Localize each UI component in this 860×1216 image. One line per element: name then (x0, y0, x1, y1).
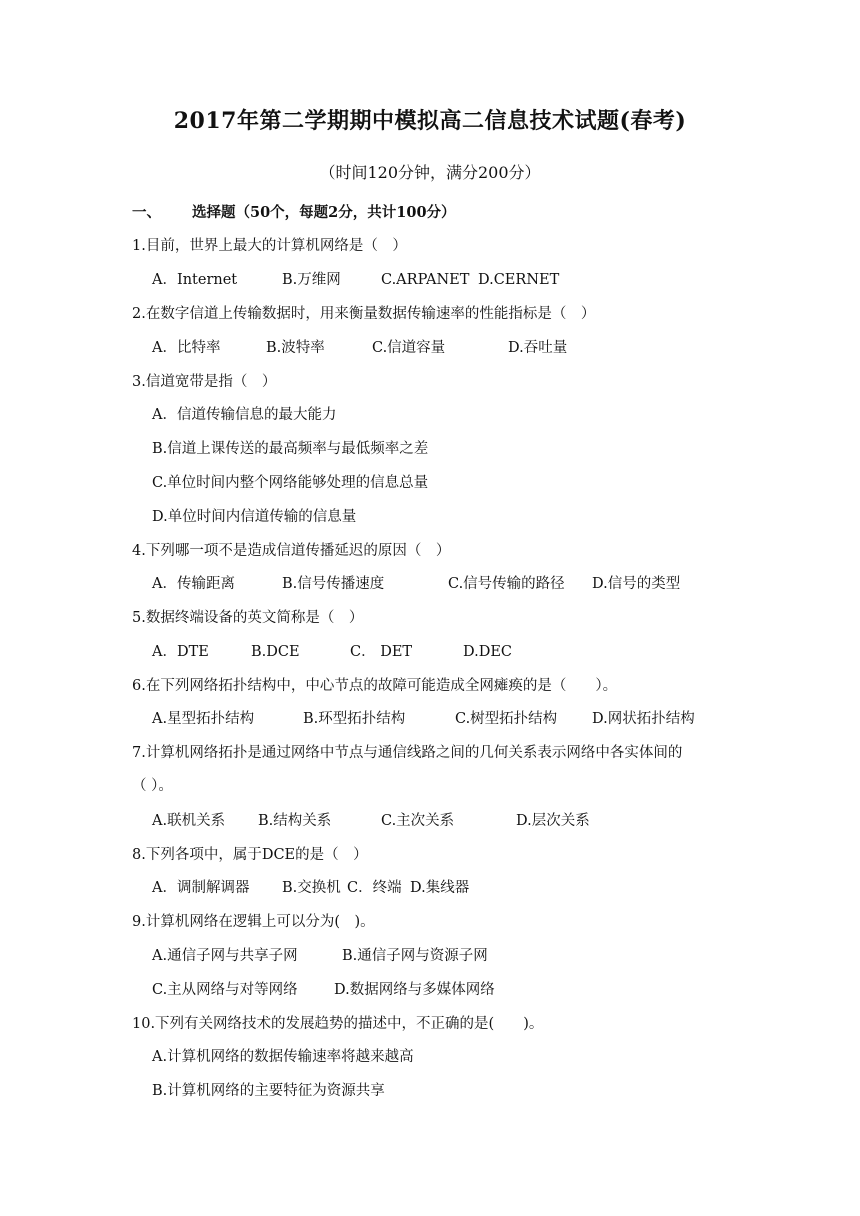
q5-option-d: D.DEC (463, 644, 513, 660)
q9-option-c: C.主从网络与对等网络 (152, 982, 298, 998)
q1-option-a: A．Internet (152, 272, 238, 288)
section-heading (132, 203, 456, 223)
q5-option-b: B.DCE (251, 644, 300, 660)
q5-option-c: C． DET (350, 644, 413, 660)
q7-option-a: A.联机关系 (152, 813, 226, 829)
question-5: 5.数据终端设备的英文简称是（ ） (132, 610, 364, 626)
q9-option-a: A.通信子网与共享子网 (152, 948, 298, 964)
q2-option-a: A．比特率 (152, 340, 221, 356)
q9-option-d: D.数据网络与多媒体网络 (334, 982, 495, 998)
q8-option-c: C．终端 (347, 880, 402, 896)
q2-option-c: C.信道容量 (372, 340, 446, 356)
q10-option-b: B.计算机网络的主要特征为资源共享 (152, 1083, 385, 1099)
q6-option-a: A.星型拓扑结构 (152, 711, 255, 727)
q8-option-a: A．调制解调器 (152, 880, 250, 896)
q3-option-d: D.单位时间内信道传输的信息量 (152, 509, 357, 525)
question-7-continued: （ ）。 (132, 778, 173, 794)
q6-option-d: D.网状拓扑结构 (592, 711, 695, 727)
section-label: 选择题（50个，每题2分，共计100分） (192, 204, 456, 221)
question-7: 7.计算机网络拓扑是通过网络中节点与通信线路之间的几何关系表示网络中各实体间的 (132, 745, 683, 761)
q7-option-d: D.层次关系 (516, 813, 590, 829)
question-8: 8.下列各项中，属于DCE的是（ ） (132, 847, 368, 863)
page-title: 2017年第二学期期中模拟高二信息技术试题(春考) (173, 108, 687, 134)
q2-option-b: B.波特率 (266, 340, 325, 356)
question-2: 2.在数字信道上传输数据时，用来衡量数据传输速率的性能指标是（ ） (132, 306, 596, 322)
q7-option-c: C.主次关系 (381, 813, 455, 829)
q3-option-b: B.信道上课传送的最高频率与最低频率之差 (152, 441, 429, 457)
q6-option-c: C.树型拓扑结构 (455, 711, 558, 727)
q3-option-a: A．信道传输信息的最大能力 (152, 407, 337, 423)
q1-option-c: C.ARPANET (381, 272, 470, 288)
question-3: 3.信道宽带是指（ ） (132, 374, 277, 390)
q7-option-b: B.结构关系 (258, 813, 332, 829)
q1-option-d: D.CERNET (478, 272, 560, 288)
q4-option-d: D.信号的类型 (592, 576, 681, 592)
q10-option-a: A.计算机网络的数据传输速率将越来越高 (152, 1049, 414, 1065)
q5-option-a: A．DTE (152, 644, 209, 660)
q8-option-d: D.集线器 (410, 880, 470, 896)
question-9: 9.计算机网络在逻辑上可以分为( )。 (132, 914, 375, 930)
question-6: 6.在下列网络拓扑结构中，中心节点的故障可能造成全网瘫痪的是（ ）。 (132, 678, 618, 694)
q1-option-b: B.万维网 (282, 272, 341, 288)
section-number: 一、 (132, 204, 161, 221)
q2-option-d: D.吞吐量 (508, 340, 568, 356)
q3-option-c: C.单位时间内整个网络能够处理的信息总量 (152, 475, 429, 491)
q4-option-b: B.信号传播速度 (282, 576, 385, 592)
q6-option-b: B.环型拓扑结构 (303, 711, 406, 727)
q9-option-b: B.通信子网与资源子网 (342, 948, 488, 964)
question-4: 4.下列哪一项不是造成信道传播延迟的原因（ ） (132, 543, 451, 559)
question-10: 10.下列有关网络技术的发展趋势的描述中，不正确的是( )。 (132, 1016, 544, 1032)
q4-option-a: A．传输距离 (152, 576, 235, 592)
question-1: 1.目前，世界上最大的计算机网络是（ ） (132, 238, 407, 254)
exam-time-note: （时间120分钟，满分200分） (319, 163, 541, 182)
q4-option-c: C.信号传输的路径 (448, 576, 565, 592)
q8-option-b: B.交换机 (282, 880, 341, 896)
